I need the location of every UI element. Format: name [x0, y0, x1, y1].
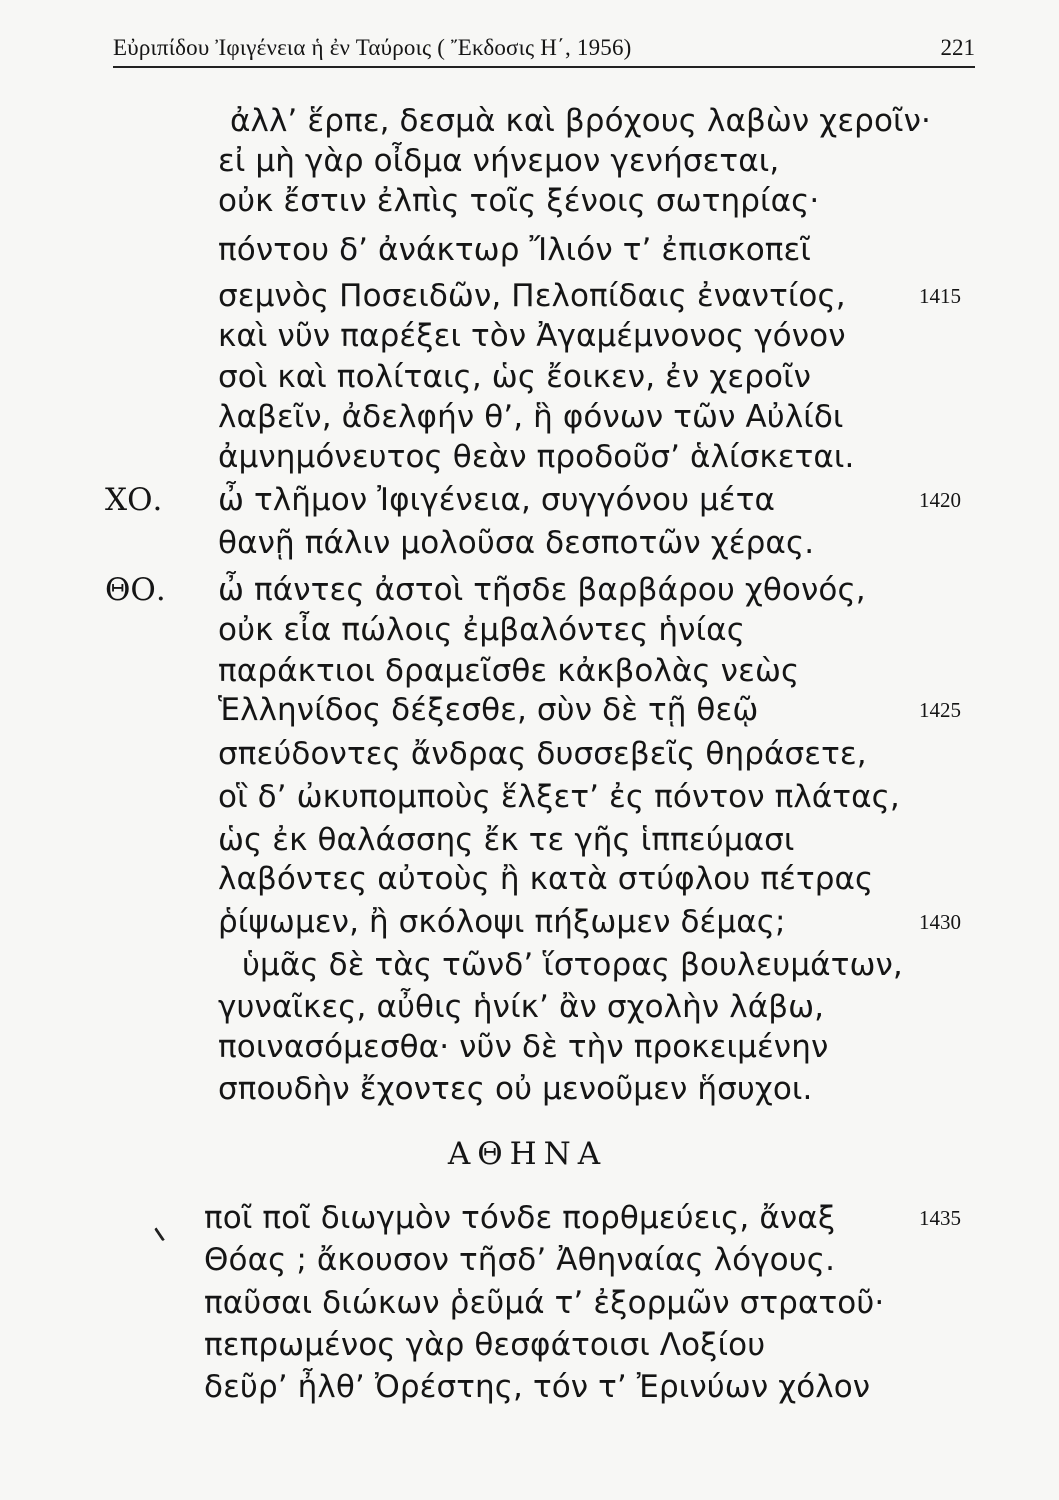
verse-line — [0, 1283, 1059, 1323]
verse-line — [0, 437, 1059, 477]
verse-text: σπεύδοντες ἄνδρας δυσσεβεῖς θηράσετε, — [218, 736, 867, 772]
verse-text: ῥίψωμεν, ἢ σκόλοψι πήξωμεν δέμας; — [218, 904, 786, 940]
verse-text: ὑμᾶς δὲ τὰς τῶνδ’ ἵστορας βουλευμάτων, — [242, 947, 903, 983]
verse-text: σπουδὴν ἔχοντες οὐ μενοῦμεν ἥσυχοι. — [218, 1071, 813, 1107]
verse-text: λαβεῖν, ἀδελφήν θ’, ἣ φόνων τῶν Αὐλίδι — [218, 399, 844, 435]
verse-line — [0, 230, 1059, 270]
speaker-label: ΧΟ. — [105, 482, 163, 518]
verse-text: οὐκ εἶα πώλοις ἐμβαλόντες ἡνίας — [218, 612, 746, 648]
verse-line — [0, 357, 1059, 397]
line-number: 1415 — [919, 284, 961, 308]
verse-text: σεμνὸς Ποσειδῶν, Πελοπίδαις ἐναντίος, — [218, 278, 846, 314]
line-number: 1425 — [919, 698, 961, 722]
verse-text: Θόας ; ἄκουσον τῆσδ’ Ἀθηναίας λόγους. — [204, 1242, 836, 1278]
verse-text: πόντου δ’ ἀνάκτωρ Ἴλιόν τ’ ἐπισκοπεῖ — [218, 232, 811, 268]
verse-line — [0, 987, 1059, 1027]
verse-text: λαβόντες αὐτοὺς ἢ κατὰ στύφλου πέτρας — [218, 861, 874, 897]
verse-line — [0, 1367, 1059, 1407]
verse-text: οὐκ ἔστιν ἐλπὶς τοῖς ξένοις σωτηρίας· — [218, 183, 820, 219]
verse-line — [0, 820, 1059, 860]
verse-line — [0, 690, 1059, 730]
verse-line — [0, 945, 1059, 985]
verse-text: ὦ τλῆμον Ἰφιγένεια, συγγόνου μέτα — [218, 482, 776, 518]
verse-text: ὡς ἐκ θαλάσσης ἔκ τε γῆς ἱππεύμασι — [218, 822, 795, 858]
verse-text: ἀμνημόνευτος θεὰν προδοῦσ’ ἁλίσκεται. — [218, 439, 855, 475]
verse-line — [0, 141, 1059, 181]
verse-line — [0, 777, 1059, 817]
verse-line — [0, 181, 1059, 221]
verse-line — [0, 902, 1059, 942]
line-number: 1430 — [919, 910, 961, 934]
verse-text: εἰ μὴ γὰρ οἶδμα νήνεμον γενήσεται, — [218, 143, 780, 179]
verse-text: παῦσαι διώκων ῥεῦμά τ’ ἐξορμῶν στρατοῦ· — [204, 1285, 885, 1321]
verse-line — [0, 651, 1059, 691]
verse-text: ποινασόμεσθα· νῦν δὲ τὴν προκειμένην — [218, 1029, 829, 1065]
verse-text: παράκτιοι δραμεῖσθε κἀκβολὰς νεὼς — [218, 653, 800, 689]
verse-text: σοὶ καὶ πολίταις, ὡς ἔοικεν, ἐν χεροῖν — [218, 359, 812, 395]
verse-line — [0, 316, 1059, 356]
speaker-label: ΘΟ. — [105, 572, 166, 608]
verse-line — [0, 397, 1059, 437]
verse-text: ἀλλ’ ἕρπε, δεσμὰ καὶ βρόχους λαβὼν χεροῖν· — [230, 103, 931, 139]
verse-text: θανῇ πάλιν μολοῦσα δεσποτῶν χέρας. — [218, 525, 815, 561]
verse-line — [0, 570, 1059, 610]
verse-line — [0, 610, 1059, 650]
verse-line — [0, 1069, 1059, 1109]
verse-line — [0, 734, 1059, 774]
verse-text: γυναῖκες, αὖθις ἡνίκ’ ἂν σχολὴν λάβω, — [218, 989, 825, 1025]
verse-line — [0, 859, 1059, 899]
verse-text: ποῖ ποῖ διωγμὸν τόνδε πορθμεύεις, ἄναξ — [204, 1200, 836, 1236]
page-number: 221 — [940, 35, 975, 60]
line-number: 1420 — [919, 488, 961, 512]
line-number: 1435 — [919, 1206, 961, 1230]
verse-text: πεπρωμένος γὰρ θεσφάτοισι Λοξίου — [204, 1327, 766, 1363]
verse-text: Ἑλληνίδος δέξεσθε, σὺν δὲ τῇ θεῷ — [218, 692, 759, 728]
speaker-heading-athena: ΑΘΗΝΑ — [447, 1136, 608, 1172]
verse-text: οἳ δ’ ὠκυπομποὺς ἕλξετ’ ἐς πόντον πλάτας, — [218, 779, 900, 815]
verse-line — [0, 101, 1059, 141]
verse-text: ὦ πάντες ἀστοὶ τῆσδε βαρβάρου χθονός, — [218, 572, 866, 608]
verse-line — [0, 1027, 1059, 1067]
verse-line — [0, 480, 1059, 520]
verse-line — [0, 523, 1059, 563]
verse-text: δεῦρ’ ἦλθ’ Ὀρέστης, τόν τ’ Ἐρινύων χόλον — [204, 1369, 871, 1405]
ink-mark — [149, 1226, 165, 1247]
running-head: Εὐριπίδου Ἰφιγένεια ἡ ἐν Ταύροις ( Ἔκδοσις Η΄, 1956) — [113, 35, 632, 60]
verse-line — [0, 276, 1059, 316]
verse-text: καὶ νῦν παρέξει τὸν Ἀγαμέμνονος γόνον — [218, 318, 846, 354]
verse-line — [0, 1325, 1059, 1365]
